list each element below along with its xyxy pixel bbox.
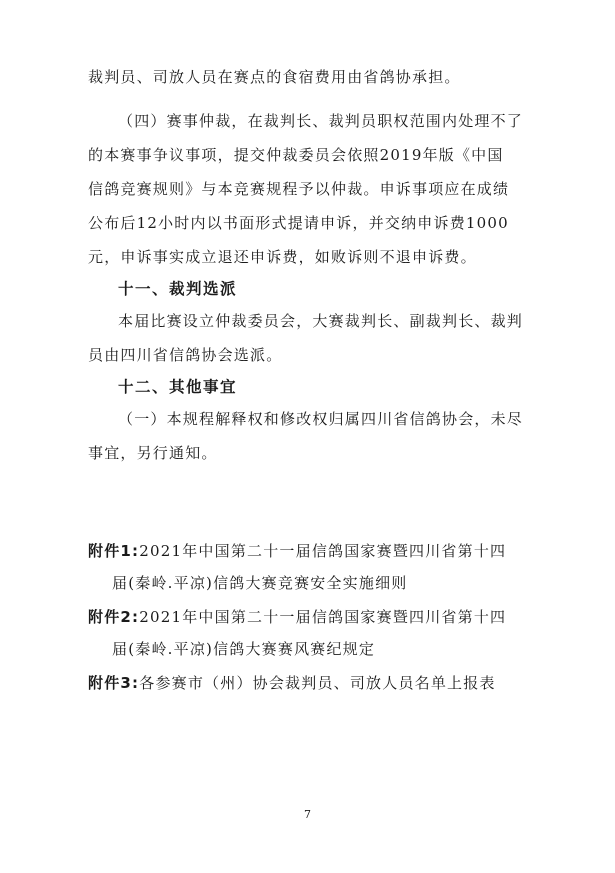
paragraph-line: 员由四川省信鸽协会选派。 bbox=[88, 346, 283, 364]
attachment-2 bbox=[88, 607, 506, 627]
attachment-title: 2021年中国第二十一届信鸽国家赛暨四川省第十四 bbox=[139, 542, 507, 560]
paragraph-line: 本届比赛设立仲裁委员会，大赛裁判长、副裁判长、裁判 bbox=[118, 312, 524, 330]
attachment-label: 附件1: bbox=[88, 542, 140, 560]
paragraph-line: （四）赛事仲裁，在裁判长、裁判员职权范围内处理不了 bbox=[118, 112, 524, 130]
section-heading-12: 十二、其他事宜 bbox=[118, 378, 238, 396]
attachment-label: 附件2: bbox=[88, 608, 140, 626]
paragraph-line: 的本赛事争议事项，提交仲裁委员会依照2019年版《中国 bbox=[88, 146, 504, 164]
page-number: 7 bbox=[304, 808, 311, 821]
paragraph-line: （一）本规程解释权和修改权归属四川省信鸽协会，未尽 bbox=[118, 410, 524, 428]
paragraph-line: 公布后12小时内以书面形式提请申诉，并交纳申诉费1000 bbox=[88, 214, 509, 232]
attachment-title: 各参赛市（州）协会裁判员、司放人员名单上报表 bbox=[139, 674, 496, 692]
attachment-title: 2021年中国第二十一届信鸽国家赛暨四川省第十四 bbox=[139, 608, 507, 626]
section-heading-11: 十一、裁判选派 bbox=[118, 280, 238, 298]
paragraph-line: 裁判员、司放人员在赛点的食宿费用由省鸽协承担。 bbox=[88, 68, 461, 86]
paragraph-line: 信鸽竞赛规则》与本竞赛规程予以仲裁。申诉事项应在成绩 bbox=[88, 180, 510, 198]
paragraph-line: 元，申诉事实成立退还申诉费，如败诉则不退申诉费。 bbox=[88, 248, 477, 266]
paragraph-line: 事宜，另行通知。 bbox=[88, 444, 218, 462]
attachment-3 bbox=[88, 673, 496, 693]
attachment-title-continued: 届(秦岭.平凉)信鸽大赛赛风赛纪规定 bbox=[112, 640, 376, 658]
attachment-1 bbox=[88, 541, 506, 561]
attachment-label: 附件3: bbox=[88, 674, 140, 692]
attachment-title-continued: 届(秦岭.平凉)信鸽大赛竞赛安全实施细则 bbox=[112, 574, 408, 592]
